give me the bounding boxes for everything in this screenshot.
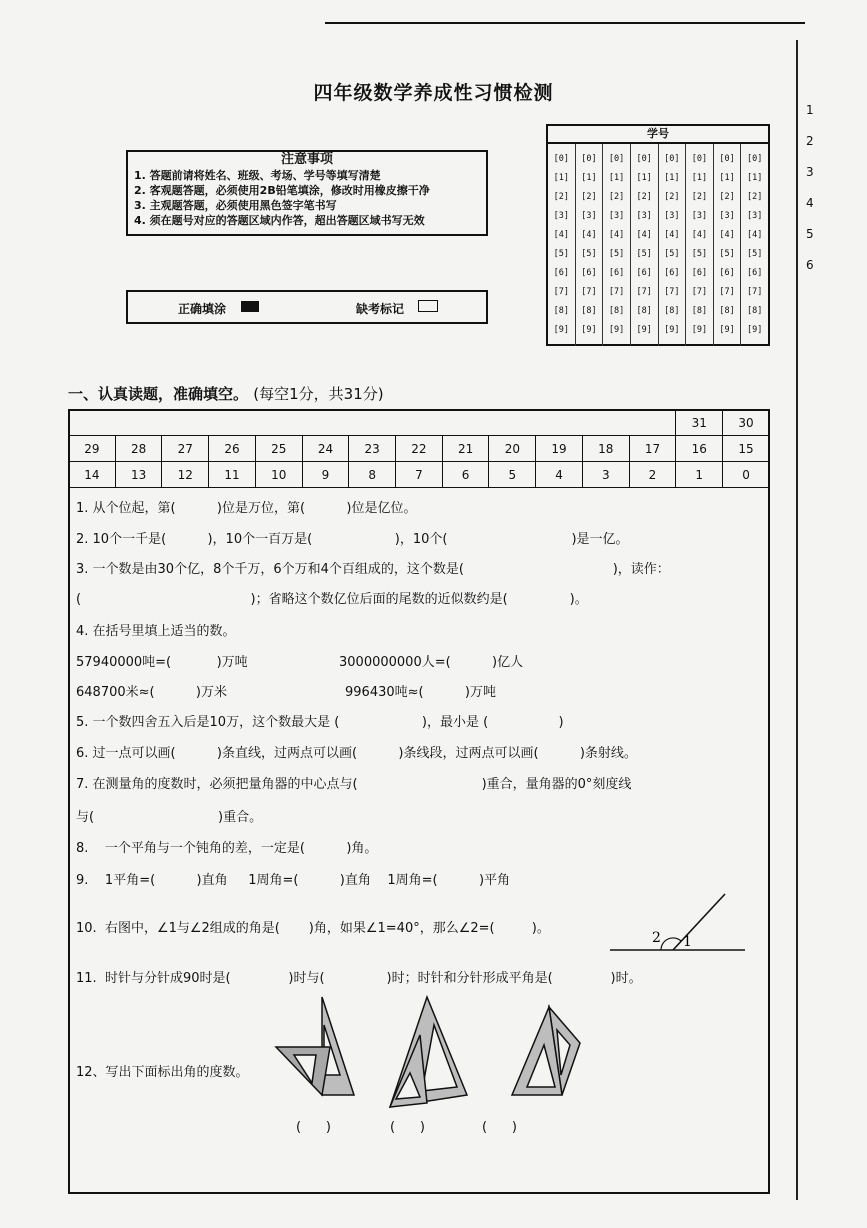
digit-bubble[interactable]: [4] (553, 230, 569, 240)
digit-bubble[interactable]: [6] (636, 268, 652, 278)
digit-bubble[interactable]: [3] (636, 211, 652, 221)
digit-bubble[interactable]: [5] (608, 249, 625, 259)
digit-bubble[interactable]: [1] (553, 173, 569, 183)
score-cell[interactable]: 27 (162, 436, 209, 462)
student-id-column (603, 144, 631, 346)
digit-bubble[interactable]: [4] (608, 230, 625, 240)
digit-bubble[interactable]: [7] (581, 287, 597, 297)
question-4: 4. 在括号里填上适当的数。 (76, 624, 236, 639)
digit-bubble[interactable]: [8] (691, 306, 708, 316)
question-4b: 3000000000人=( )亿人 (339, 655, 524, 670)
digit-bubble[interactable]: [4] (581, 230, 597, 240)
digit-bubble[interactable]: [6] (747, 268, 763, 278)
score-cell[interactable]: 10 (255, 462, 302, 488)
score-cell[interactable]: 26 (209, 436, 256, 462)
question-1: 1. 从个位起，第( )位是万位，第( )位是亿位。 (76, 501, 417, 516)
digit-bubble[interactable]: [3] (719, 211, 735, 221)
digit-bubble[interactable]: [5] (581, 249, 597, 259)
digit-bubble[interactable]: [8] (664, 306, 680, 316)
digit-bubble[interactable]: [1] (608, 173, 625, 183)
correct-fill-label: 正确填涂 (178, 302, 227, 316)
digit-bubble[interactable]: [6] (719, 268, 735, 278)
digit-bubble[interactable]: [7] (636, 287, 652, 297)
score-cell[interactable]: 19 (536, 436, 583, 462)
score-cell[interactable]: 29 (69, 436, 116, 462)
student-id-column (714, 144, 742, 346)
section-heading (68, 383, 384, 404)
set-square-figures (272, 995, 590, 1110)
digit-bubble[interactable]: [6] (691, 268, 708, 278)
digit-bubble[interactable]: [4] (691, 230, 708, 240)
digit-bubble[interactable]: [9] (636, 325, 652, 335)
margin-mark: 1 (806, 103, 814, 117)
digit-bubble[interactable]: [0] (636, 154, 652, 164)
digit-bubble[interactable]: [5] (747, 249, 763, 259)
digit-bubble[interactable]: [2] (636, 192, 652, 202)
digit-bubble[interactable]: [7] (608, 287, 625, 297)
margin-mark: 3 (806, 165, 814, 179)
student-id-column (631, 144, 659, 346)
student-id-column (548, 144, 576, 346)
digit-bubble[interactable]: [4] (664, 230, 680, 240)
notice-line: 3. 主观题答题，必须使用黑色签字笔书写 (134, 199, 337, 212)
margin-mark: 2 (806, 134, 814, 148)
score-cell[interactable]: 25 (255, 436, 302, 462)
digit-bubble[interactable]: [1] (719, 173, 735, 183)
absent-checkbox[interactable] (418, 300, 438, 312)
score-cell[interactable]: 1 (676, 462, 723, 488)
digit-bubble[interactable]: [4] (636, 230, 652, 240)
digit-bubble[interactable]: [6] (581, 268, 597, 278)
digit-bubble[interactable]: [2] (664, 192, 680, 202)
score-cell[interactable]: 5 (489, 462, 536, 488)
digit-bubble[interactable]: [2] (581, 192, 597, 202)
digit-bubble[interactable]: [1] (636, 173, 652, 183)
student-id-column (686, 144, 714, 346)
digit-bubble[interactable]: [3] (691, 211, 708, 221)
digit-bubble[interactable]: [0] (691, 154, 708, 164)
digit-bubble[interactable]: [2] (691, 192, 708, 202)
digit-bubble[interactable]: [7] (747, 287, 763, 297)
digit-bubble[interactable]: [7] (553, 287, 569, 297)
binding-line (796, 40, 798, 1200)
digit-bubble[interactable]: [8] (747, 306, 763, 316)
student-id-grid (546, 124, 770, 346)
digit-bubble[interactable]: [2] (608, 192, 625, 202)
question-7-line2: 与( )重合。 (76, 810, 263, 825)
score-cell[interactable]: 11 (209, 462, 256, 488)
digit-bubble[interactable]: [3] (553, 211, 569, 221)
score-cell[interactable]: 7 (396, 462, 443, 488)
question-4d: 996430吨≈( )万吨 (345, 685, 496, 700)
digit-bubble[interactable]: [2] (719, 192, 735, 202)
digit-bubble[interactable]: [0] (747, 154, 763, 164)
question-2: 2. 10个一千是( )，10个一百万是( )，10个( )是一亿。 (76, 532, 629, 547)
digit-bubble[interactable]: [3] (608, 211, 625, 221)
score-cell[interactable]: 24 (302, 436, 349, 462)
absent-mark-label: 缺考标记 (356, 302, 405, 316)
digit-bubble[interactable]: [5] (636, 249, 652, 259)
digit-bubble[interactable]: [9] (747, 325, 763, 335)
fill-example-box (126, 290, 488, 324)
score-cell[interactable]: 14 (69, 462, 116, 488)
digit-bubble[interactable]: [3] (747, 211, 763, 221)
angle-blank-3[interactable]: ( ) (482, 1120, 517, 1135)
score-cell[interactable]: 8 (349, 462, 396, 488)
digit-bubble[interactable]: [1] (691, 173, 708, 183)
score-cell[interactable]: 20 (489, 436, 536, 462)
score-cell[interactable]: 15 (723, 436, 770, 462)
score-cell[interactable]: 18 (582, 436, 629, 462)
digit-bubble[interactable]: [4] (719, 230, 735, 240)
digit-bubble[interactable]: [8] (608, 306, 625, 316)
score-cell[interactable]: 0 (723, 462, 770, 488)
section-title: 一、认真读题，准确填空。 (68, 385, 249, 403)
page-title: 四年级数学养成性习惯检测 (313, 82, 554, 104)
score-cell[interactable]: 31 (676, 410, 723, 436)
margin-marks (806, 95, 822, 281)
score-cell[interactable]: 17 (629, 436, 676, 462)
digit-bubble[interactable]: [0] (581, 154, 597, 164)
digit-bubble[interactable]: [6] (553, 268, 569, 278)
student-id-column (576, 144, 604, 346)
question-7-line1: 7. 在测量角的度数时，必须把量角器的中心点与( )重合，量角器的0°刻度线 (76, 777, 632, 792)
digit-bubble[interactable]: [9] (719, 325, 735, 335)
margin-mark: 5 (806, 227, 814, 241)
score-cell[interactable]: 6 (442, 462, 489, 488)
digit-bubble[interactable]: [6] (664, 268, 680, 278)
digit-bubble[interactable]: [1] (664, 173, 680, 183)
digit-bubble[interactable]: [0] (553, 154, 569, 164)
question-12: 12、写出下面标出角的度数。 (76, 1065, 249, 1080)
digit-bubble[interactable]: [7] (664, 287, 680, 297)
notice-line: 1. 答题前请将姓名、班级、考场、学号等填写清楚 (134, 169, 381, 182)
digit-bubble[interactable]: [9] (691, 325, 708, 335)
section-score: (每空1分，共31分) (253, 385, 384, 403)
digit-bubble[interactable]: [7] (691, 287, 708, 297)
score-cell[interactable]: 28 (115, 436, 162, 462)
digit-bubble[interactable]: [5] (719, 249, 735, 259)
digit-bubble[interactable]: [9] (608, 325, 625, 335)
digit-bubble[interactable]: [2] (747, 192, 763, 202)
digit-bubble[interactable]: [3] (664, 211, 680, 221)
score-table (68, 409, 770, 488)
student-id-column (741, 144, 768, 346)
notice-line: 2. 客观题答题，必须使用2B铅笔填涂，修改时用橡皮擦干净 (134, 184, 430, 197)
question-3-line2: ( )；省略这个数亿位后面的尾数的近似数约是( )。 (76, 592, 588, 607)
digit-bubble[interactable]: [3] (581, 211, 597, 221)
digit-bubble[interactable]: [8] (719, 306, 735, 316)
student-id-label: 学号 (548, 126, 768, 144)
angle-label-1: 1 (683, 934, 692, 950)
angle-label-2: 2 (652, 930, 661, 946)
notice-box (126, 150, 488, 236)
digit-bubble[interactable]: [4] (747, 230, 763, 240)
notice-heading: 注意事项 (280, 152, 333, 167)
digit-bubble[interactable]: [9] (581, 325, 597, 335)
question-10: 10. 右图中，∠1与∠2组成的角是( )角，如果∠1=40°，那么∠2=( )。 (76, 921, 550, 936)
digit-bubble[interactable]: [2] (553, 192, 569, 202)
top-rule (325, 22, 805, 24)
digit-bubble[interactable]: [0] (608, 154, 625, 164)
digit-bubble[interactable]: [6] (608, 268, 625, 278)
digit-bubble[interactable]: [5] (553, 249, 569, 259)
digit-bubble[interactable]: [9] (664, 325, 680, 335)
set-square-3 (512, 1007, 580, 1095)
question-8: 8. 一个平角与一个钝角的差，一定是( )角。 (76, 841, 378, 856)
student-id-columns (548, 144, 768, 346)
score-cell-blank (69, 410, 676, 436)
question-4a: 57940000吨=( )万吨 (76, 655, 248, 670)
set-square-2 (390, 997, 467, 1107)
digit-bubble[interactable]: [1] (581, 173, 597, 183)
question-6: 6. 过一点可以画( )条直线，过两点可以画( )条线段，过两点可以画( )条射线。 (76, 746, 637, 761)
margin-mark: 4 (806, 196, 814, 210)
angle-blank-1[interactable]: ( ) (296, 1120, 331, 1135)
question-5: 5. 一个数四舍五入后是10万，这个数最大是 ( )，最小是 ( ) (76, 715, 564, 730)
question-11: 11. 时针与分针成90时是( )时与( )时；时针和分针形成平角是( )时。 (76, 971, 642, 986)
score-cell[interactable]: 13 (115, 462, 162, 488)
score-cell[interactable]: 2 (629, 462, 676, 488)
digit-bubble[interactable]: [8] (636, 306, 652, 316)
score-cell[interactable]: 23 (349, 436, 396, 462)
score-cell[interactable]: 3 (582, 462, 629, 488)
question-3-line1: 3. 一个数是由30个亿，8个千万，6个万和4个百组成的，这个数是( )，读作： (76, 562, 670, 577)
score-cell[interactable]: 4 (536, 462, 583, 488)
digit-bubble[interactable]: [8] (581, 306, 597, 316)
score-cell[interactable]: 21 (442, 436, 489, 462)
student-id-column (659, 144, 687, 346)
notice-line: 4. 须在题号对应的答题区域内作答，超出答题区域书写无效 (134, 214, 425, 227)
set-square-1 (276, 997, 354, 1095)
digit-bubble[interactable]: [8] (553, 306, 569, 316)
digit-bubble[interactable]: [5] (664, 249, 680, 259)
question-4c: 648700米≈( )万米 (76, 685, 227, 700)
score-cell[interactable]: 22 (396, 436, 443, 462)
margin-mark: 6 (806, 258, 814, 272)
digit-bubble[interactable]: [0] (719, 154, 735, 164)
digit-bubble[interactable]: [0] (664, 154, 680, 164)
digit-bubble[interactable]: [9] (553, 325, 569, 335)
score-cell[interactable]: 9 (302, 462, 349, 488)
score-cell[interactable]: 16 (676, 436, 723, 462)
digit-bubble[interactable]: [1] (747, 173, 763, 183)
digit-bubble[interactable]: [5] (691, 249, 708, 259)
score-cell[interactable]: 30 (723, 410, 770, 436)
angle-figure (605, 888, 750, 958)
angle-blank-2[interactable]: ( ) (390, 1120, 425, 1135)
digit-bubble[interactable]: [7] (719, 287, 735, 297)
score-cell[interactable]: 12 (162, 462, 209, 488)
question-9: 9. 1平角=( )直角 1周角=( )直角 1周角=( )平角 (76, 873, 511, 888)
filled-swatch (241, 301, 259, 312)
